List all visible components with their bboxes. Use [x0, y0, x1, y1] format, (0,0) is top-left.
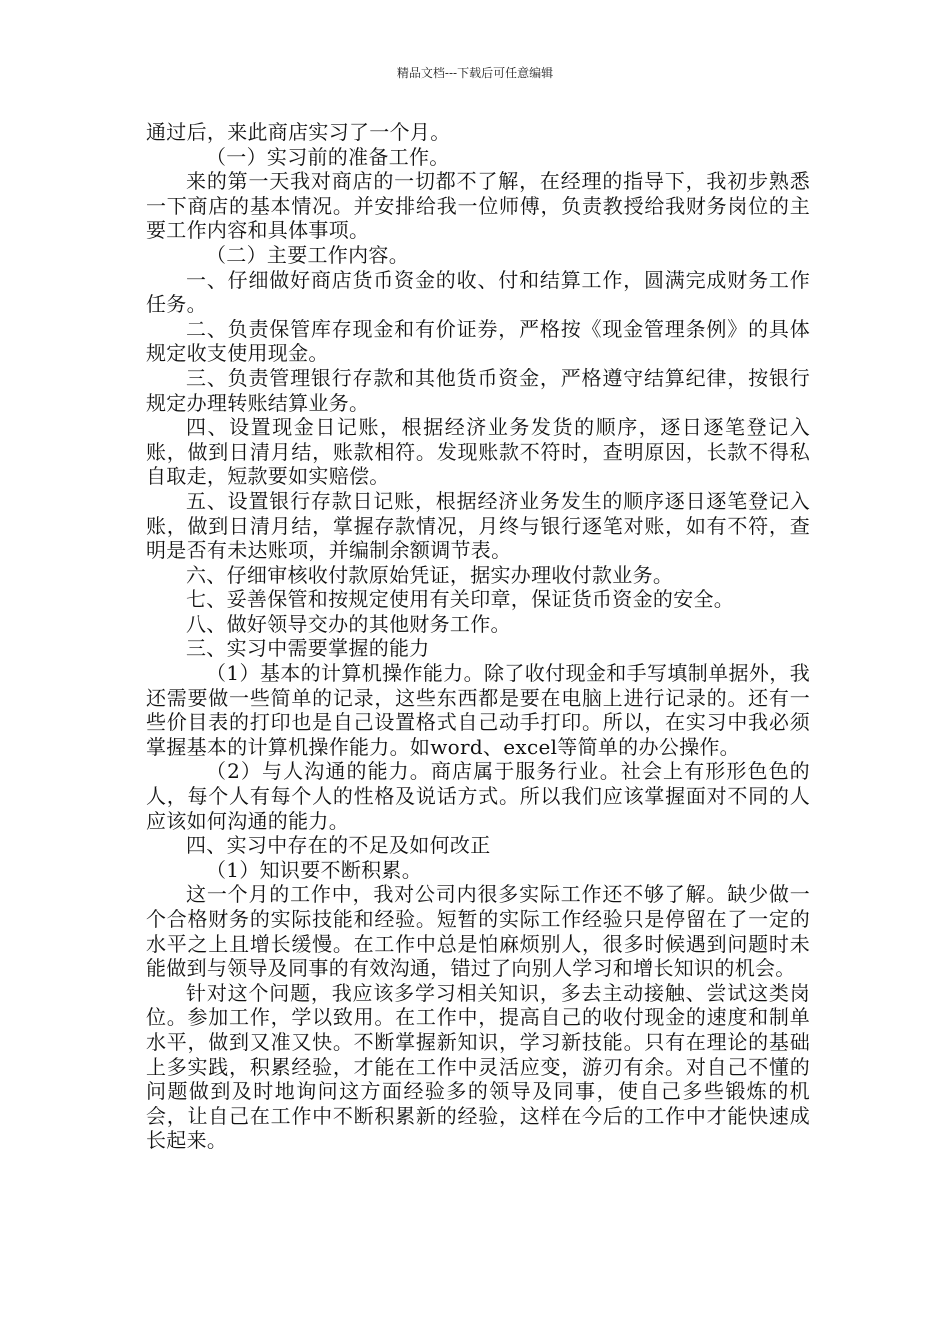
- paragraph-ability-communication: （2）与人沟通的能力。商店属于服务行业。社会上有形形色色的人，每个人有每个人的性格及说话方式。所以我们应该掌握面对不同的人应该如何沟通的能力。: [146, 759, 810, 833]
- paragraph-intro-continuation: 通过后，来此商店实习了一个月。: [146, 120, 451, 144]
- paragraph-duty-2: 二、负责保管库存现金和有价证券，严格按《现金管理条例》的具体规定收支使用现金。: [146, 316, 810, 366]
- page-header: 精品文档---下载后可任意编辑: [396, 66, 554, 80]
- section-heading-shortcomings: 四、实习中存在的不足及如何改正: [186, 833, 491, 858]
- paragraph-shortcoming-detail: 这一个月的工作中，我对公司内很多实际工作还不够了解。缺少做一个合格财务的实际技能和经验。短暂的实际工作经验只是停留在了一定的水平之上且增长缓慢。在工作中总是怕麻烦别人，很多时候遇到问题时未能做到与领导及同事的有效沟通，错过了向别人学习和增长知识的机会。: [146, 882, 810, 981]
- paragraph-duty-8: 八、做好领导交办的其他财务工作。: [186, 611, 511, 636]
- paragraph-duty-4: 四、设置现金日记账，根据经济业务发货的顺序，逐日逐笔登记入账，做到日清月结，账款相符。发现账款不符时，查明原因，长款不得私自取走，短款要如实赔偿。: [146, 415, 810, 489]
- section-heading-main-work: （二）主要工作内容。: [206, 242, 409, 267]
- section-heading-abilities: 三、实习中需要掌握的能力: [186, 636, 430, 661]
- paragraph-duty-6: 六、仔细审核收付款原始凭证，据实办理收付款业务。: [186, 562, 674, 587]
- paragraph-improvement-plan: 针对这个问题，我应该多学习相关知识，多去主动接触、尝试这类岗位。参加工作，学以致用。在工作中，提高自己的收付现金的速度和制单水平，做到又准又快。不断掌握新知识，学习新技能。只有在理论的基础上多实践，积累经验，才能在工作中灵活应变，游刃有余。对自己不懂的问题做到及时地询问这方面经验多的领导及同事，使自己多些锻炼的机会，让自己在工作中不断积累新的经验，这样在今后的工作中才能快速成长起来。: [146, 980, 810, 1153]
- paragraph-duty-1: 一、仔细做好商店货币资金的收、付和结算工作，圆满完成财务工作任务。: [146, 267, 810, 317]
- paragraph-ability-computer: （1）基本的计算机操作能力。除了收付现金和手写填制单据外，我还需要做一些简单的记录，这些东西都是要在电脑上进行记录的。还有一些价目表的打印也是自己设置格式自己动手打印。所以，在实习中我必须掌握基本的计算机操作能力。如word、excel等简单的办公操作。: [146, 661, 810, 759]
- section-heading-preparation: （一）实习前的准备工作。: [206, 144, 450, 169]
- document-body: [146, 120, 810, 1153]
- paragraph-first-day: 来的第一天我对商店的一切都不了解，在经理的指导下，我初步熟悉一下商店的基本情况。并安排给我一位师傅，负责教授给我财务岗位的主要工作内容和具体事项。: [146, 169, 810, 243]
- paragraph-duty-7: 七、妥善保管和按规定使用有关印章，保证货币资金的安全。: [186, 587, 735, 612]
- subheading-knowledge: （1）知识要不断积累。: [206, 857, 423, 882]
- paragraph-duty-3: 三、负责管理银行存款和其他货币资金，严格遵守结算纪律，按银行规定办理转账结算业务。: [146, 365, 810, 415]
- paragraph-duty-5: 五、设置银行存款日记账，根据经济业务发生的顺序逐日逐笔登记入账，做到日清月结，掌握存款情况，月终与银行逐笔对账，如有不符，查明是否有未达账项，并编制余额调节表。: [146, 488, 810, 563]
